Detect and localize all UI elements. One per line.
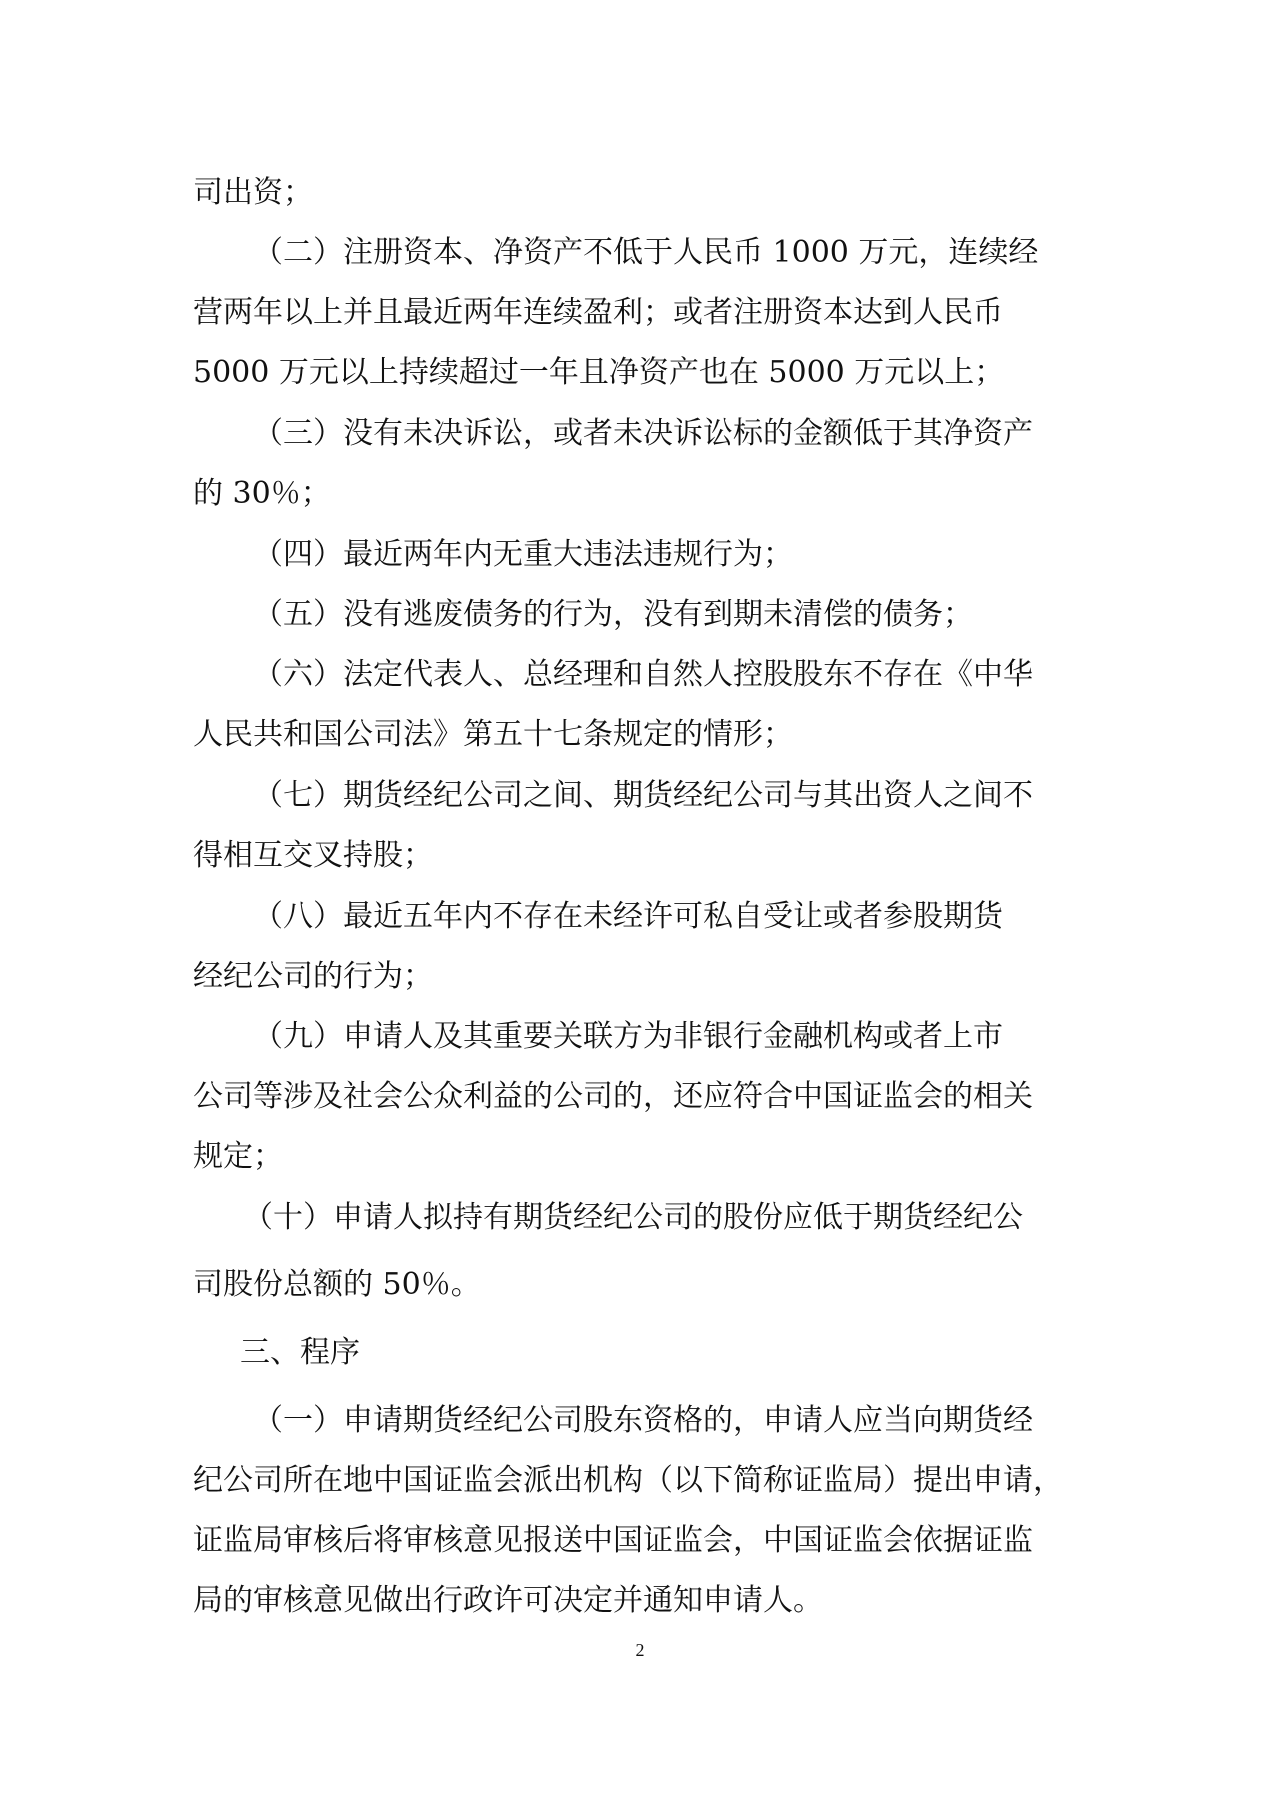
- body-line: 营两年以上并且最近两年连续盈利；或者注册资本达到人民币: [193, 295, 1003, 330]
- body-line: （四）最近两年内无重大违法违规行为；: [253, 537, 793, 572]
- body-line: 规定；: [193, 1139, 283, 1174]
- body-line: 的 30％；: [193, 476, 331, 511]
- body-line: 局的审核意见做出行政许可决定并通知申请人。: [193, 1583, 823, 1618]
- body-line: 司出资；: [193, 175, 313, 210]
- body-line: （一）申请期货经纪公司股东资格的，申请人应当向期货经: [253, 1403, 1033, 1438]
- body-line: 经纪公司的行为；: [193, 959, 433, 994]
- page-number: 2: [635, 1640, 645, 1660]
- body-line: （三）没有未决诉讼，或者未决诉讼标的金额低于其净资产: [253, 416, 1033, 451]
- body-line: 得相互交叉持股；: [193, 838, 433, 873]
- body-line: 证监局审核后将审核意见报送中国证监会，中国证监会依据证监: [193, 1523, 1033, 1558]
- body-line: （九）申请人及其重要关联方为非银行金融机构或者上市: [253, 1019, 1003, 1054]
- body-line: 纪公司所在地中国证监会派出机构（以下简称证监局）提出申请，: [193, 1463, 1063, 1498]
- body-line: （十）申请人拟持有期货经纪公司的股份应低于期货经纪公: [243, 1200, 1023, 1235]
- body-line: （五）没有逃废债务的行为，没有到期未清偿的债务；: [253, 597, 973, 632]
- body-line: （八）最近五年内不存在未经许可私自受让或者参股期货: [253, 899, 1003, 934]
- section-heading: 三、程序: [240, 1335, 360, 1370]
- body-line: 5000 万元以上持续超过一年且净资产也在 5000 万元以上；: [193, 355, 1005, 390]
- body-line: （七）期货经纪公司之间、期货经纪公司与其出资人之间不: [253, 778, 1033, 813]
- body-line: 公司等涉及社会公众利益的公司的，还应符合中国证监会的相关: [193, 1079, 1033, 1114]
- body-line: （二）注册资本、净资产不低于人民币 1000 万元，连续经: [253, 235, 1039, 270]
- body-line: （六）法定代表人、总经理和自然人控股股东不存在《中华: [253, 657, 1033, 692]
- body-line: 司股份总额的 50％。: [193, 1267, 481, 1302]
- body-line: 人民共和国公司法》第五十七条规定的情形；: [193, 717, 793, 752]
